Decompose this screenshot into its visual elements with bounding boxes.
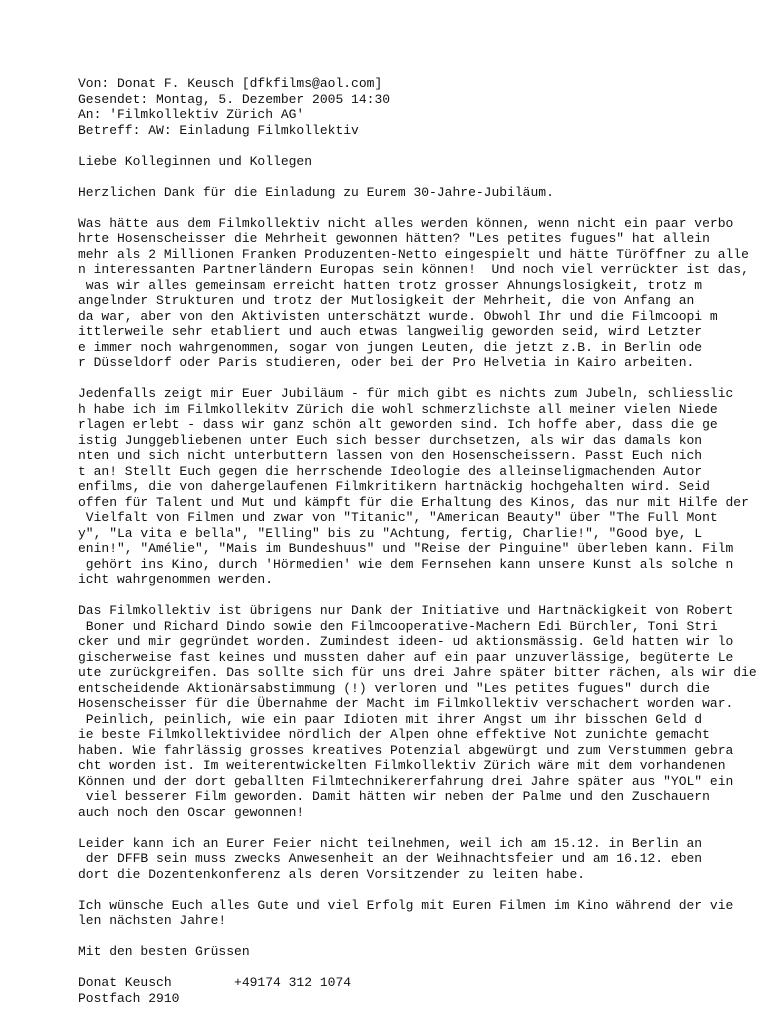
paragraph-line: ute zurückgreifen. Das sollte sich für uns drei Jahre später bitter rächen, als wir die bbox=[78, 665, 757, 680]
greeting: Liebe Kolleginnen und Kollegen bbox=[78, 153, 313, 169]
header-to: An: 'Filmkollektiv Zürich AG' bbox=[78, 107, 305, 122]
paragraph-line: icht wahrgenommen werden. bbox=[78, 572, 274, 587]
paragraph-line: h habe ich im Filmkollekitv Zürich die wohl schmerzlichste all meiner vielen Niede bbox=[78, 401, 718, 417]
paragraph-line: der DFFB sein muss zwecks Anwesenheit an der Weihnachtsfeier und am 16.12. eben bbox=[78, 851, 703, 866]
paragraph-line: cker und mir gegründet worden. Zumindest ideen- ud aktionsmässig. Geld hatten wir lo bbox=[78, 634, 734, 649]
paragraph-line: was wir alles gemeinsam erreicht hatten trotz grosser Ahnungslosigkeit, trotz m bbox=[78, 277, 703, 293]
paragraph-line: Boner und Richard Dindo sowie den Filmcooperative-Machern Edi Bürchler, Toni Stri bbox=[78, 618, 718, 634]
paragraph-line: ittlerweile sehr etabliert und auch etwas langweilig geworden seid, wird Letzter bbox=[78, 324, 703, 339]
paragraph-line: da war, aber von den Aktivisten unterschätzt wurde. Obwohl Ihr und die Filmcoopi m bbox=[78, 308, 718, 324]
paragraph-line: gehört ins Kino, durch 'Hörmedien' wie dem Fernsehen kann unsere Kunst als solche n bbox=[78, 556, 734, 572]
spacer bbox=[78, 588, 768, 604]
signature-name-phone: Donat Keusch +49174 312 1074 bbox=[78, 975, 352, 990]
paragraph-line: gischerweise fast keines und mussten daher auf ein paar unzuverlässige, begüterte Le bbox=[78, 649, 734, 665]
spacer bbox=[78, 960, 768, 976]
paragraph-line: nten und sich nicht unterbuttern lassen von den Hosenscheissern. Passt Euch nich bbox=[78, 448, 703, 463]
paragraph-line: dort die Dozentenkonferenz als deren Vorsitzender zu leiten habe. bbox=[78, 866, 586, 882]
paragraph-line: haben. Wie fahrlässig grosses kreatives Potenzial abgewürgt und zum Verstummen gebra bbox=[78, 742, 734, 758]
paragraph-line: n interessanten Partnerländern Europas sein können! Und noch viel verrückter ist das, bbox=[78, 262, 749, 277]
paragraph-line: Hosenscheisser für die Übernahme der Macht im Filmkollektiv verschachert worden war. bbox=[78, 696, 734, 711]
spacer bbox=[78, 371, 768, 387]
paragraph bbox=[78, 216, 768, 371]
spacer bbox=[78, 929, 768, 945]
paragraph-line: Das Filmkollektiv ist übrigens nur Dank der Initiative und Hartnäckigkeit von Robert bbox=[78, 603, 734, 618]
paragraph-line: r Düsseldorf oder Paris studieren, oder bei der Pro Helvetia in Kairo arbeiten. bbox=[78, 355, 695, 370]
paragraph-line: Jedenfalls zeigt mir Euer Jubiläum - für mich gibt es nichts zum Jubeln, schliesslic bbox=[78, 386, 734, 401]
email-header bbox=[78, 76, 768, 138]
paragraph-line: Peinlich, peinlich, wie ein paar Idioten mit ihrer Angst um ihr bisschen Geld d bbox=[78, 711, 703, 727]
paragraph-line: y", "La vita e bella", "Elling" bis zu "Achtung, fertig, Charlie!", "Good bye, L bbox=[78, 525, 703, 541]
paragraph-line: enfilms, die von dahergelaufenen Filmkritikern hartnäckig hochgehalten wird. Seid bbox=[78, 479, 710, 494]
paragraph-line: Was hätte aus dem Filmkollektiv nicht alles werden können, wenn nicht ein paar verbo bbox=[78, 215, 734, 231]
signature bbox=[78, 975, 768, 1006]
paragraph-line: len nächsten Jahre! bbox=[78, 913, 227, 928]
paragraph-line: angelnder Strukturen und trotz der Mutlosigkeit der Mehrheit, die von Anfang an bbox=[78, 293, 695, 308]
paragraph-line: auch noch den Oscar gewonnen! bbox=[78, 804, 305, 820]
paragraph-line: offen für Talent und Mut und kämpft für die Erhaltung des Kinos, das nur mit Hilfe der bbox=[78, 494, 749, 510]
paragraph bbox=[78, 185, 768, 201]
paragraph bbox=[78, 386, 768, 588]
spacer bbox=[78, 138, 768, 154]
signature-postbox: Postfach 2910 bbox=[78, 990, 180, 1006]
paragraph-line: enin!", "Amélie", "Mais im Bundeshuus" und "Reise der Pinguine" überleben kann. Film bbox=[78, 541, 734, 556]
paragraph bbox=[78, 603, 768, 820]
spacer bbox=[78, 169, 768, 185]
spacer bbox=[78, 882, 768, 898]
paragraph-line: Herzlichen Dank für die Einladung zu Eurem 30-Jahre-Jubiläum. bbox=[78, 184, 554, 200]
paragraph-line: t an! Stellt Euch gegen die herrschende Ideologie des alleinseligmachenden Autor bbox=[78, 463, 703, 479]
header-subject: Betreff: AW: Einladung Filmkollektiv bbox=[78, 122, 359, 138]
header-sent: Gesendet: Montag, 5. Dezember 2005 14:30 bbox=[78, 91, 391, 107]
paragraph bbox=[78, 898, 768, 929]
email-letter bbox=[78, 76, 768, 1006]
letter-body bbox=[78, 185, 768, 945]
paragraph-line: mehr als 2 Millionen Franken Produzenten-Netto eingespielt und hätte Türöffner zu alle bbox=[78, 246, 749, 262]
paragraph-line: Ich wünsche Euch alles Gute und viel Erfolg mit Euren Filmen im Kino während der vie bbox=[78, 897, 734, 913]
paragraph-line: e immer noch wahrgenommen, sogar von jungen Leuten, die jetzt z.B. in Berlin ode bbox=[78, 339, 703, 355]
paragraph-line: hrte Hosenscheisser die Mehrheit gewonnen hätten? "Les petites fugues" hat allein bbox=[78, 231, 710, 246]
paragraph-line: cht worden ist. Im weiterentwickelten Filmkollektiv Zürich wäre mit dem vorhandenen bbox=[78, 758, 726, 773]
spacer bbox=[78, 200, 768, 216]
closing: Mit den besten Grüssen bbox=[78, 944, 250, 959]
paragraph-line: viel besserer Film geworden. Damit hätten wir neben der Palme und den Zuschauern bbox=[78, 789, 710, 804]
paragraph-line: Vielfalt von Filmen und zwar von "Titanic", "American Beauty" über "The Full Mont bbox=[78, 510, 718, 525]
paragraph-line: istig Junggebliebenen unter Euch sich besser durchsetzen, als wir das damals kon bbox=[78, 432, 703, 448]
spacer bbox=[78, 820, 768, 836]
paragraph-line: ie beste Filmkollektividee nördlich der Alpen ohne effektive Not zunichte gemacht bbox=[78, 727, 710, 742]
paragraph-line: Können und der dort geballten Filmtechnikererfahrung drei Jahre später aus "YOL" ein bbox=[78, 773, 734, 789]
paragraph-line: rlagen erlebt - dass wir ganz schön alt geworden sind. Ich hoffe aber, dass die ge bbox=[78, 417, 718, 432]
paragraph-line: entscheidende Aktionärsabstimmung (!) verloren und "Les petites fugues" durch die bbox=[78, 680, 710, 696]
header-from: Von: Donat F. Keusch [dfkfilms@aol.com] bbox=[78, 76, 383, 91]
paragraph-line: Leider kann ich an Eurer Feier nicht teilnehmen, weil ich am 15.12. in Berlin an bbox=[78, 835, 703, 851]
paragraph bbox=[78, 836, 768, 883]
